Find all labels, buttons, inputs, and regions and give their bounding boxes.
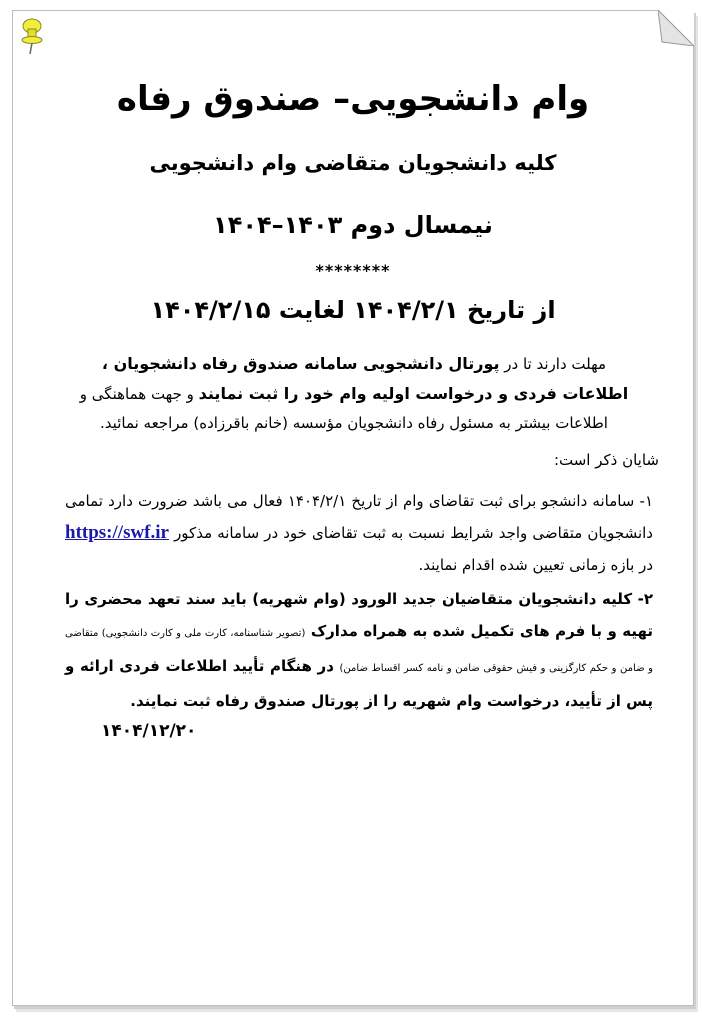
page-fold-corner <box>658 10 694 46</box>
item2-text-2: در هنگام تأیید اطلاعات فردی ارائه و پس از تأیید، درخواست وام شهریه را از پورتال صندوق رفاه ثبت نمایند. <box>65 657 653 710</box>
note-item-2 <box>65 583 653 717</box>
note-item-1 <box>65 485 653 581</box>
document-date: ۱۴۰۴/۱۲/۲۰ <box>101 721 197 741</box>
swf-link[interactable]: https://swf.ir <box>65 522 169 543</box>
page-title: وام دانشجویی– صندوق رفاه <box>116 79 590 119</box>
intro-paragraph <box>71 349 637 438</box>
date-range: از تاریخ ۱۴۰۴/۲/۱ لغایت ۱۴۰۴/۲/۱۵ <box>150 296 556 324</box>
item2-text-1: ۲- کلیه دانشجویان متقاضیان جدید الورود (وام شهریه) باید سند تعهد محضری را تهیه و با فرم های تکمیل شده به همراه مدارک <box>65 590 653 640</box>
subtitle: کلیه دانشجویان متقاضی وام دانشجویی <box>149 151 557 175</box>
separator-stars: ******** <box>315 261 391 280</box>
intro-bold-text: پورتال دانشجویی سامانه صندوق رفاه دانشجویان ، اطلاعات فردی و درخواست اولیه وام خود را ثبت نمایند <box>101 354 629 403</box>
semester-label: نیمسال دوم ۱۴۰۳–۱۴۰۴ <box>213 211 493 239</box>
intro-text-1: مهلت دارند تا در <box>499 355 607 373</box>
item1-text: ۱- سامانه دانشجو برای ثبت تقاضای وام از تاریخ ۱۴۰۴/۲/۱ فعال می باشد ضرورت دارد تمامی دانشجویان متقاضی واجد شرایط نسبت به ثبت تقاضای خود در سامانه مذکور <box>65 492 653 542</box>
note-heading: شایان ذکر است: <box>553 451 659 469</box>
document-page <box>12 10 694 1006</box>
pushpin-icon <box>19 17 45 55</box>
intro-text-2: و جهت هماهنگی و اطلاعات بیشتر به مسئول رفاه دانشجویان مؤسسه (خانم باقرزاده) مراجعه نمائید. <box>79 385 608 432</box>
item2-documents-list: (تصویر شناسنامه، کارت ملی و کارت دانشجویی) متقاضی و ضامن و حکم کارگزینی و فیش حقوقی ضامن و نامه کسر اقساط ضامن) <box>65 628 653 674</box>
item1-tail: در بازه زمانی تعیین شده اقدام نمایند. <box>418 556 653 574</box>
